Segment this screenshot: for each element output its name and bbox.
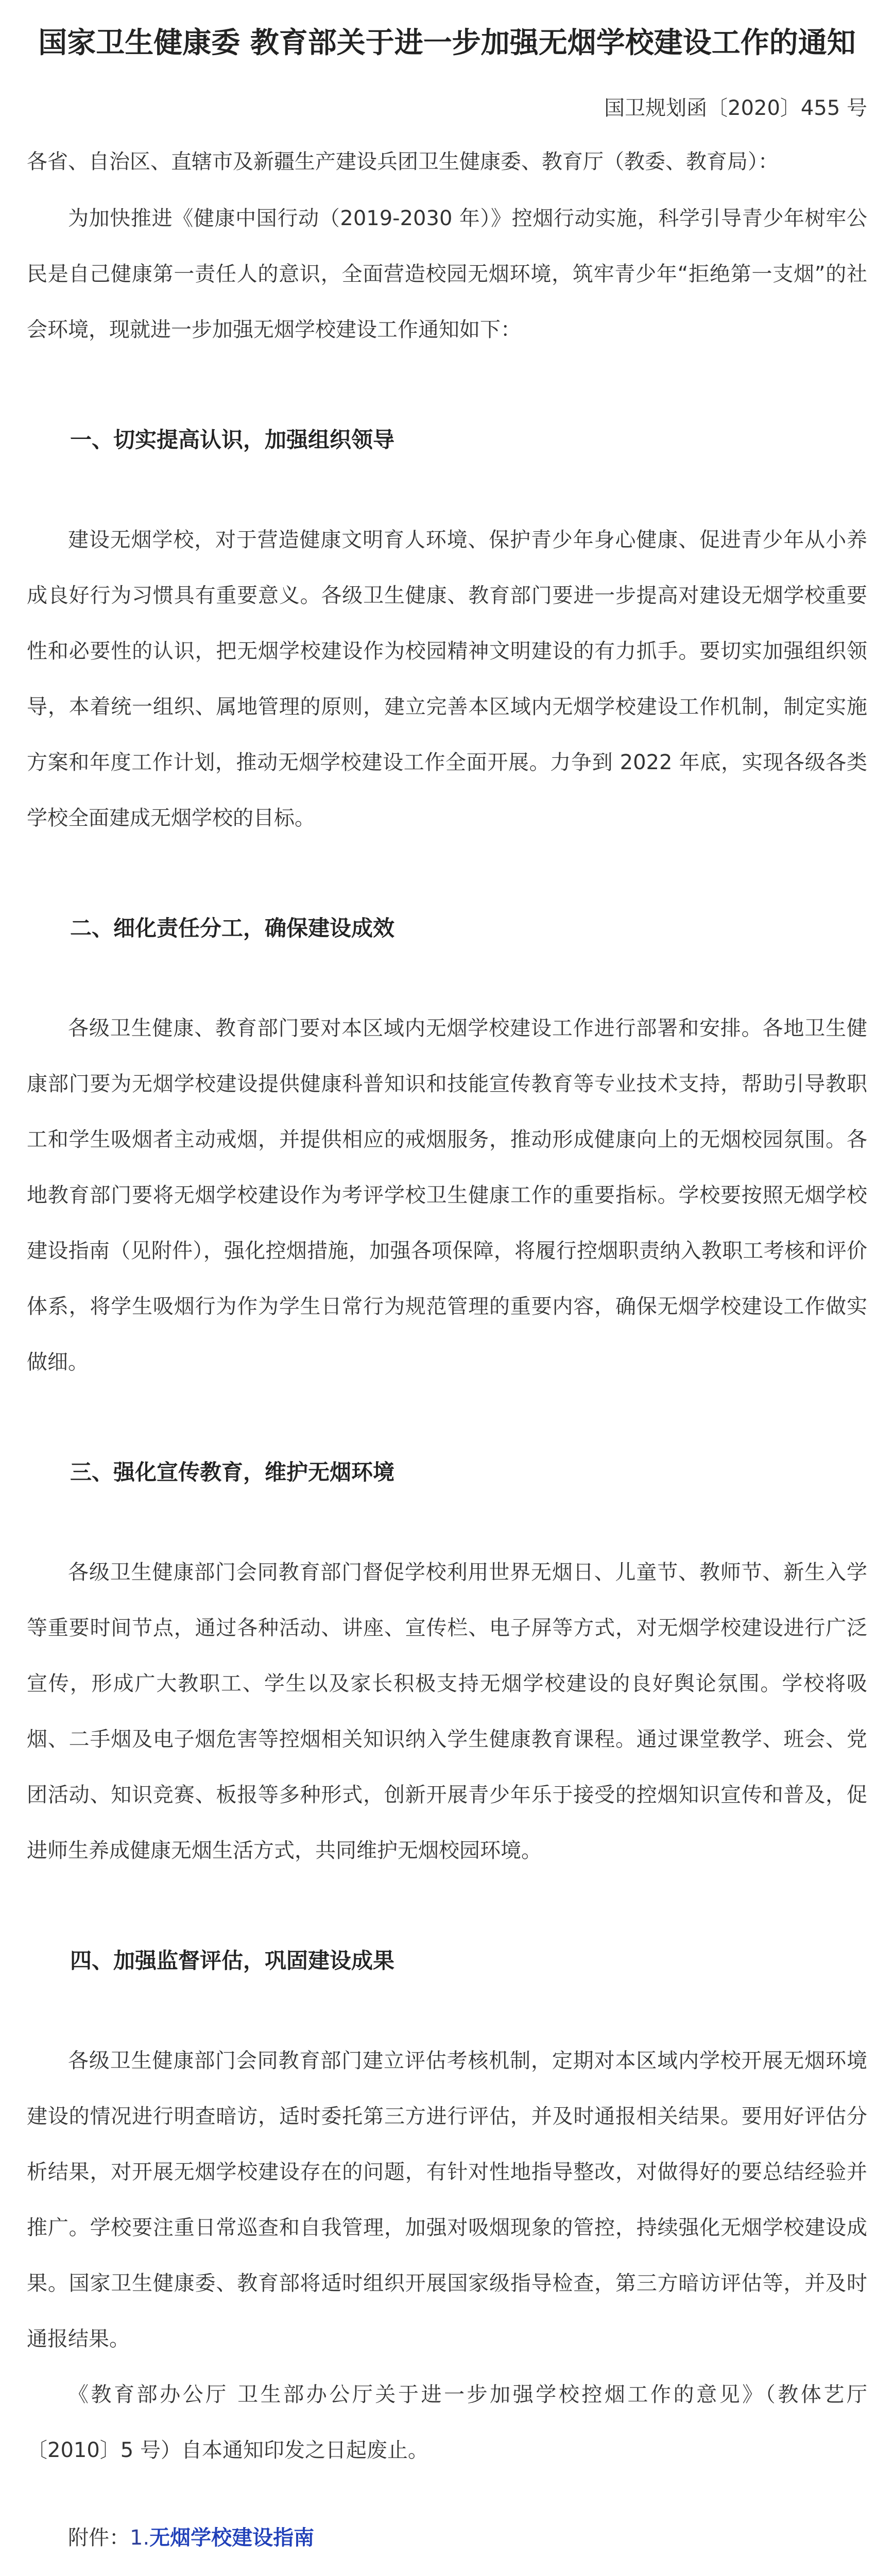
section-4-body: 各级卫生健康部门会同教育部门建立评估考核机制，定期对本区域内学校开展无烟环境建设的情况进行明查暗访，适时委托第三方进行评估，并及时通报相关结果。要用好评估分析结果，对开展无烟学校建设存在的问题，有针对性地指导整改，对做得好的要总结经验并推广。学校要注重日常巡查和自我管理，加强对吸烟现象的管控，持续强化无烟学校建设成果。国家卫生健康委、教育部将适时组织开展国家级指导检查，第三方暗访评估等，并及时通报结果。 <box>27 2049 867 2351</box>
attachment-number: 1. <box>130 2526 150 2550</box>
attachment-list <box>27 2519 867 2576</box>
document-number: 国卫规划函〔2020〕455 号 <box>604 96 867 120</box>
attachment-link-1[interactable]: 无烟学校建设指南 <box>149 2526 315 2550</box>
section-2-body: 各级卫生健康、教育部门要对本区域内无烟学校建设工作进行部署和安排。各地卫生健康部门要为无烟学校建设提供健康科普知识和技能宣传教育等专业技术支持，帮助引导教职工和学生吸烟者主动戒烟，并提供相应的戒烟服务，推动形成健康向上的无烟校园氛围。各地教育部门要将无烟学校建设作为考评学校卫生健康工作的重要指标。学校要按照无烟学校建设指南（见附件），强化控烟措施，加强各项保障，将履行控烟职责纳入教职工考核和评价体系，将学生吸烟行为作为学生日常行为规范管理的重要内容，确保无烟学校建设工作做实做细。 <box>27 1016 867 1374</box>
section-2-heading: 二、细化责任分工，确保建设成效 <box>70 916 395 941</box>
intro-paragraph: 为加快推进《健康中国行动（2019-2030 年）》控烟行动实施，科学引导青少年树牢公民是自己健康第一责任人的意识，全面营造校园无烟环境，筑牢青少年“拒绝第一支烟”的社会环境，现就进一步加强无烟学校建设工作通知如下： <box>27 207 867 342</box>
attachment-item <box>27 2519 867 2556</box>
section-3-heading: 三、强化宣传教育，维护无烟环境 <box>70 1460 395 1485</box>
section-1-body: 建设无烟学校，对于营造健康文明育人环境、保护青少年身心健康、促进青少年从小养成良好行为习惯具有重要意义。各级卫生健康、教育部门要进一步提高对建设无烟学校重要性和必要性的认识，把无烟学校建设作为校园精神文明建设的有力抓手。要切实加强组织领导，本着统一组织、属地管理的原则，建立完善本区域内无烟学校建设工作机制，制定实施方案和年度工作计划，推动无烟学校建设工作全面开展。力争到 2022 年底，实现各级各类学校全面建成无烟学校的目标。 <box>27 528 867 830</box>
repeal-notice: 《教育部办公厅 卫生部办公厅关于进一步加强学校控烟工作的意见》（教体艺厅〔2010〕5 号）自本通知印发之日起废止。 <box>27 2383 867 2462</box>
attachment-prefix: 附件： <box>68 2526 130 2550</box>
page-title: 国家卫生健康委 教育部关于进一步加强无烟学校建设工作的通知 <box>38 26 856 60</box>
section-3-body: 各级卫生健康部门会同教育部门督促学校利用世界无烟日、儿童节、教师节、新生入学等重要时间节点，通过各种活动、讲座、宣传栏、电子屏等方式，对无烟学校建设进行广泛宣传，形成广大教职工、学生以及家长积极支持无烟学校建设的良好舆论氛围。学校将吸烟、二手烟及电子烟危害等控烟相关知识纳入学生健康教育课程。通过课堂教学、班会、党团活动、知识竞赛、板报等多种形式，创新开展青少年乐于接受的控烟知识宣传和普及，促进师生养成健康无烟生活方式，共同维护无烟校园环境。 <box>27 1561 867 1862</box>
section-1-heading: 一、切实提高认识，加强组织领导 <box>70 427 395 452</box>
section-4-heading: 四、加强监督评估，巩固建设成果 <box>70 1948 395 1973</box>
recipients-line: 各省、自治区、直辖市及新疆生产建设兵团卫生健康委、教育厅（教委、教育局）： <box>27 150 779 174</box>
